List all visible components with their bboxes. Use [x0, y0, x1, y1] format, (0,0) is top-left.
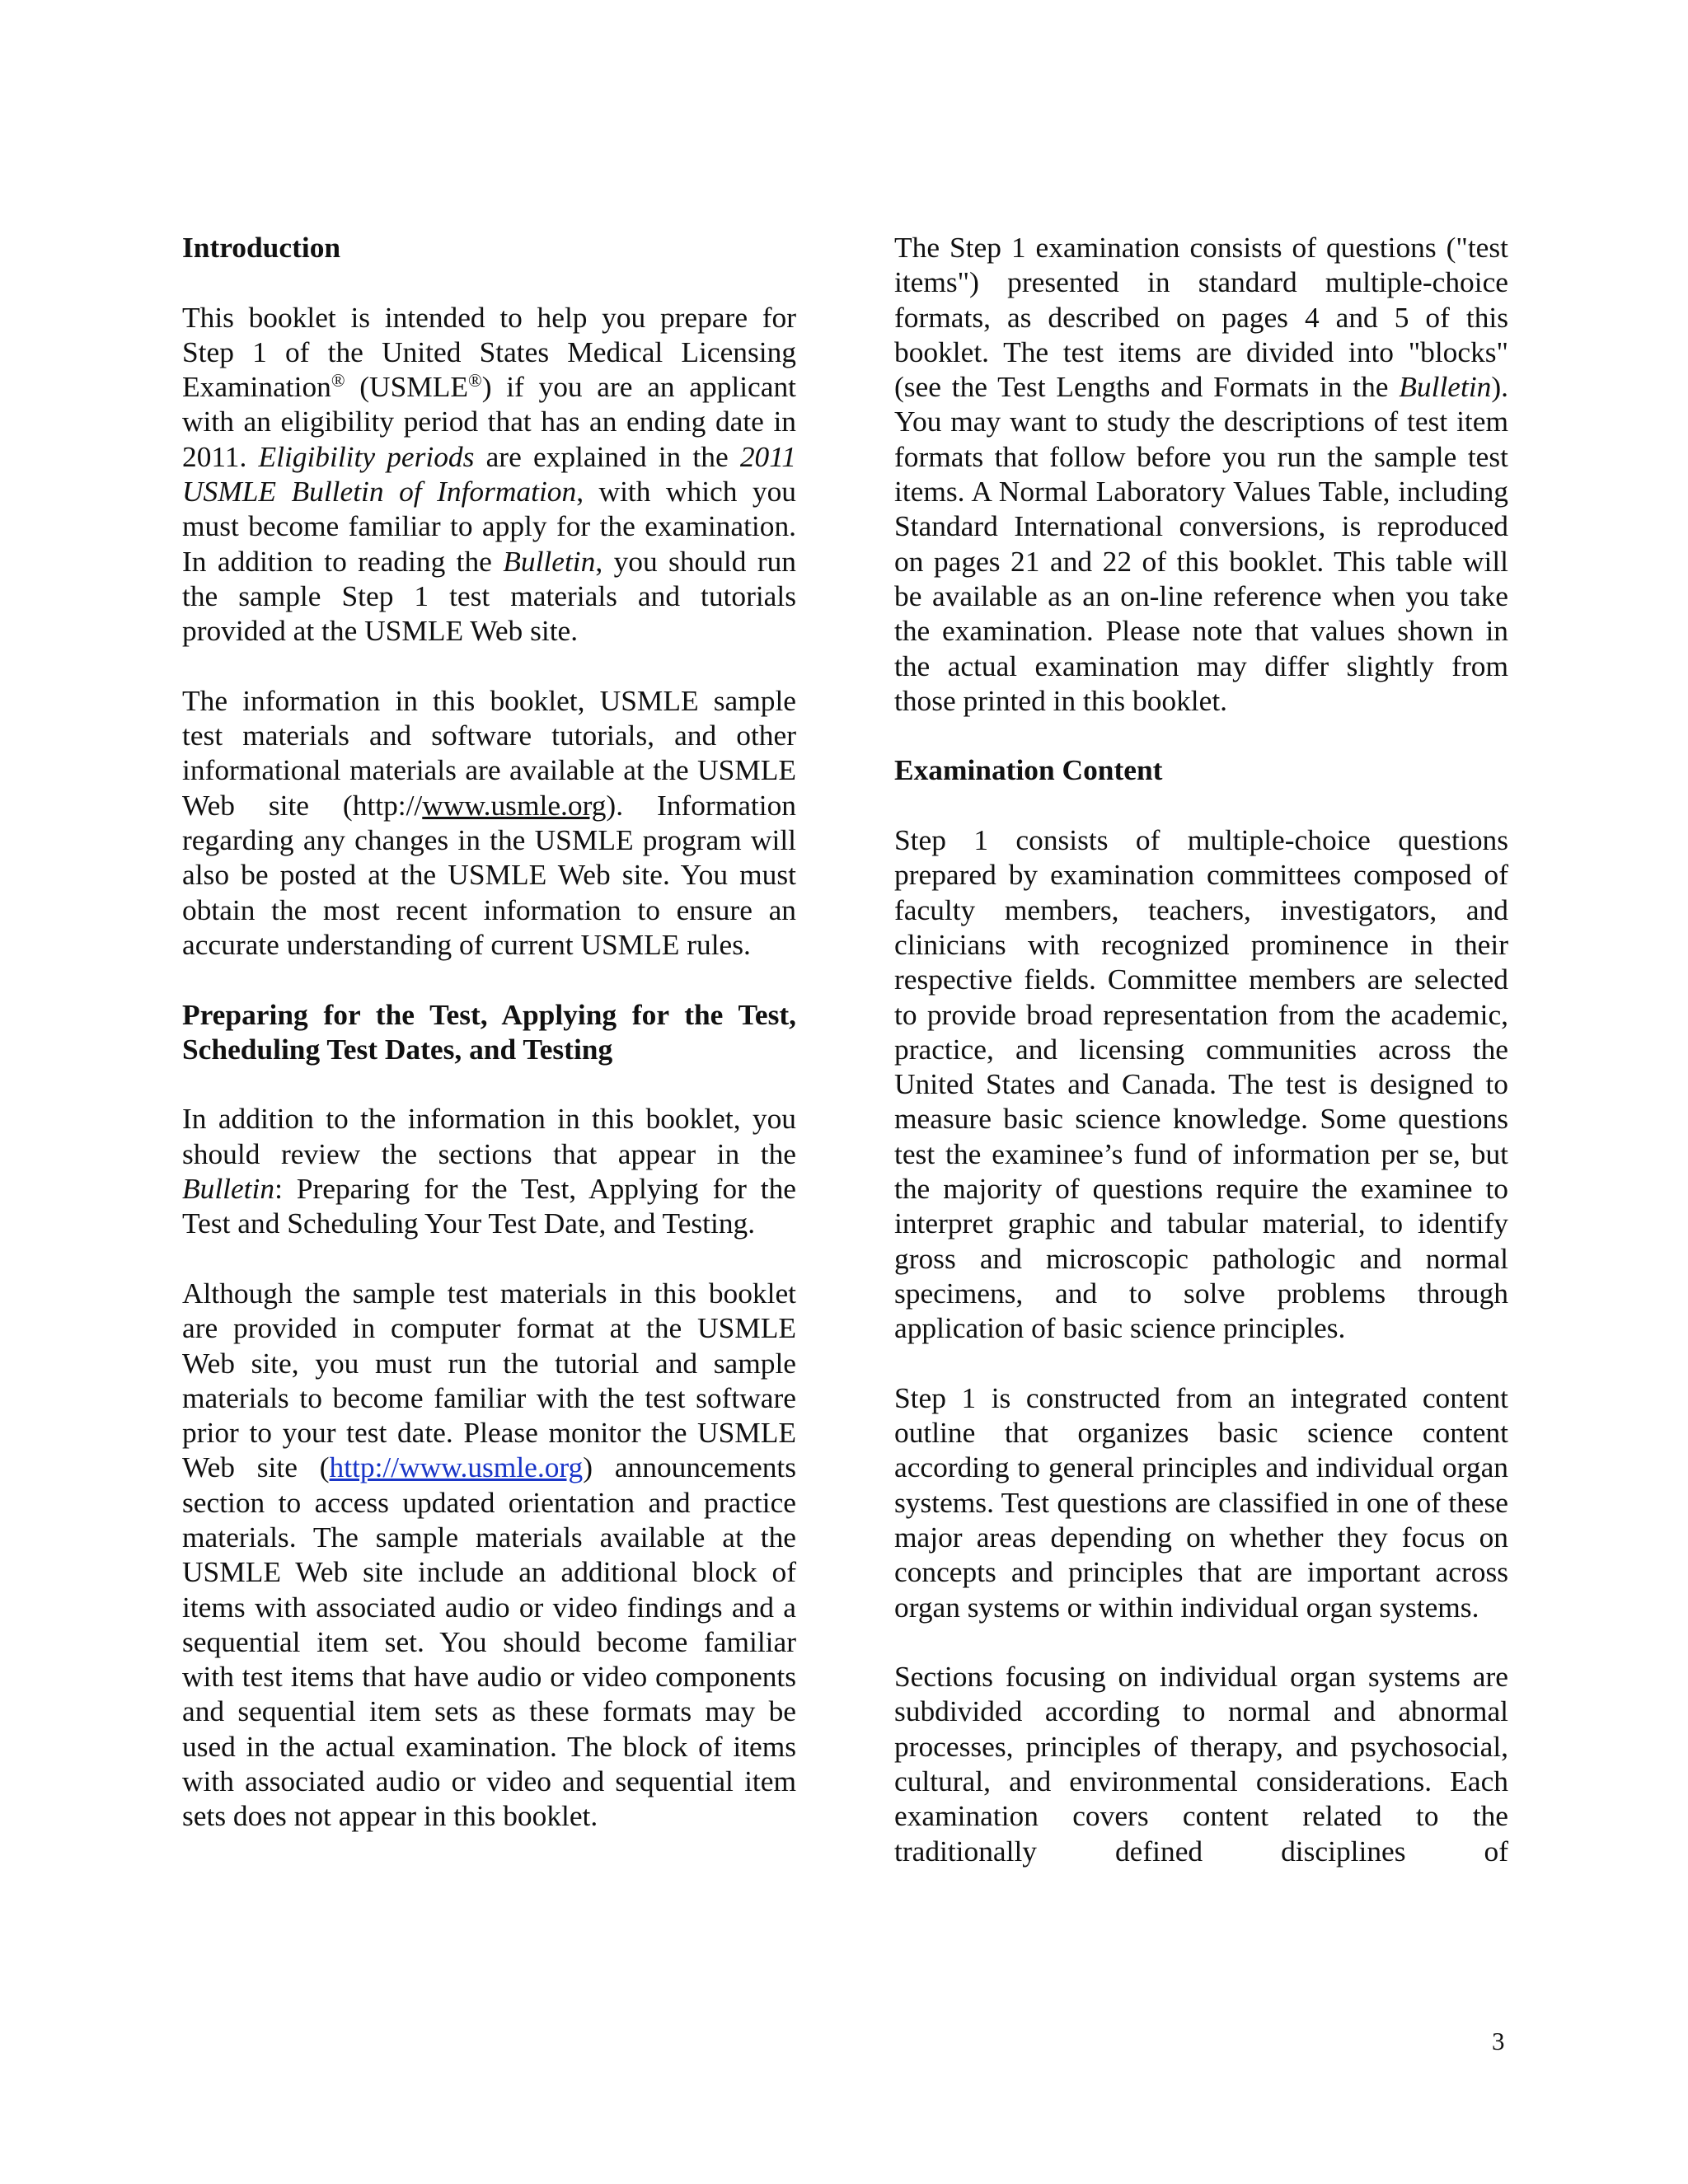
- bulletin-sections-paragraph: In addition to the information in this booklet, you should review the sections that appear in the Bulletin: Preparing for the Test, Applying for the Test and Scheduling Your Test Date, and Testing.: [182, 1102, 796, 1240]
- preparing-heading: Preparing for the Test, Applying for the Test, Scheduling Test Dates, and Testing: [182, 997, 796, 1066]
- registered-mark: ®: [331, 370, 345, 391]
- committees-paragraph: Step 1 consists of multiple-choice questions prepared by examination committees composed of faculty members, teachers, investigators, and clinicians with recognized prominence in their respective fields. Committee members are selected to provide broad representation from the academic, practice, and licensing communities across the United States and Canada. The test is designed to measure basic science knowledge. Some questions test the examinee’s fund of information per se, but the majority of questions require the examinee to interpret graphic and tabular material, to identify gross and microscopic pathologic and normal specimens, and to solve problems through application of basic science principles.: [894, 823, 1508, 1345]
- examination-content-heading: Examination Content: [894, 753, 1163, 787]
- right-column: [894, 230, 1508, 1868]
- content-outline-paragraph: Step 1 is constructed from an integrated content outline that organizes basic science content according to general principles and individual organ systems. Test questions are classified in one of these major areas depending on whether they focus on concepts and principles that are important across organ systems or within individual organ systems.: [894, 1380, 1508, 1624]
- page-number: 3: [1492, 2027, 1505, 2055]
- examination-format-paragraph: The Step 1 examination consists of questions ("test items") presented in standard multiple-choice formats, as described on pages 4 and 5 of this booklet. The test items are divided into "blocks" (see the Test Lengths and Formats in the Bulletin). You may want to study the descriptions of test item formats that follow before you run the sample test items. A Normal Laboratory Values Table, including Standard International conversions, is reproduced on pages 21 and 22 of this booklet. This table will be available as an on-line reference when you take the examination. Please note that values shown in the actual examination may differ slightly from those printed in this booklet.: [894, 231, 1508, 717]
- sample-materials-paragraph: Although the sample test materials in this booklet are provided in computer format at the USMLE Web site, you must run the tutorial and sample materials to become familiar with the test software prior to your test date. Please monitor the USMLE Web site (http://www.usmle.org) announcements section to access updated orientation and practice materials. The sample materials available at the USMLE Web site include an additional block of items with associated audio or video findings and a sequential item set. You should become familiar with test items that have audio or video components and sequential item sets as these formats may be used in the actual examination. The block of items with associated audio or video and sequential item sets does not appear in this booklet.: [182, 1276, 796, 1833]
- introduction-heading: Introduction: [182, 231, 341, 264]
- intro-paragraph: This booklet is intended to help you prepare for Step 1 of the United States Medical Licensing Examination® (USMLE®) if you are an applicant with an eligibility period that has an ending date in 2011. Eligibility periods are explained in the 2011 USMLE Bulletin of Information, with which you must become familiar to apply for the examination. In addition to reading the Bulletin, you should run the sample Step 1 test materials and tutorials provided at the USMLE Web site.: [182, 300, 797, 648]
- left-column: [182, 230, 796, 1834]
- usmle-url-text: www.usmle.org: [422, 788, 607, 822]
- registered-mark: ®: [468, 370, 482, 391]
- information-paragraph: The information in this booklet, USMLE sample test materials and software tutorials, and other informational materials are available at the USMLE Web site (http://www.usmle.org). Information regarding any changes in the USMLE program will also be posted at the USMLE Web site. You must obtain the most recent information to ensure an accurate understanding of current USMLE rules.: [182, 683, 796, 961]
- organ-systems-paragraph: Sections focusing on individual organ systems are subdivided according to normal and abnormal processes, principles of therapy, and psychosocial, cultural, and environmental considerations. Each examination covers content related to the traditionally defined disciplines of: [894, 1660, 1508, 1868]
- usmle-website-link[interactable]: http://www.usmle.org: [329, 1451, 584, 1484]
